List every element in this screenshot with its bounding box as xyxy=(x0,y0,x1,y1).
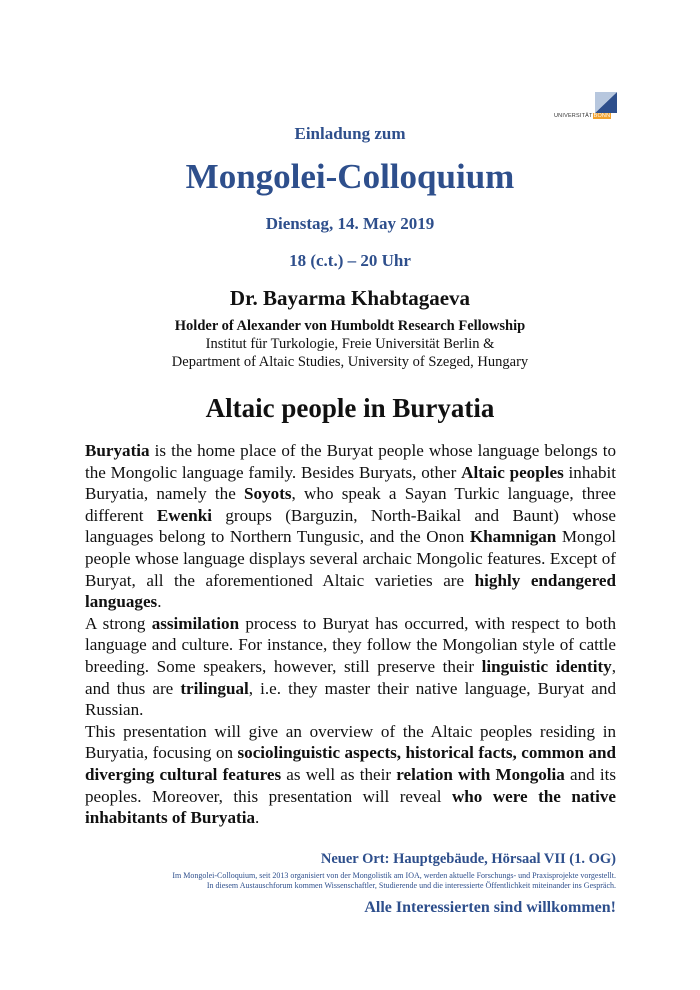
colloquium-note-2: In diesem Austauschforum kommen Wissenschaftler, Studierende und die interessierte Öffentlichkeit miteinander ins Gespräch. xyxy=(206,881,616,890)
emphasized-text: Altaic peoples xyxy=(461,462,564,482)
text-run: inhabit Buryatia, namely the xyxy=(85,462,617,504)
emphasized-text: Ewenki xyxy=(156,505,212,525)
text-run: . xyxy=(157,592,162,612)
text-run: . xyxy=(255,808,260,828)
university-logo xyxy=(554,92,618,122)
text-run: , who speak a Sayan Turkic language, three different xyxy=(85,484,616,525)
university-logo-mark xyxy=(595,92,617,113)
emphasized-text: assimilation xyxy=(151,613,240,633)
text-run: This presentation will give an overview of the Altaic peoples residing in Buryatia, focusing on xyxy=(85,721,616,763)
emphasized-text: trilingual xyxy=(180,678,249,698)
emphasized-text: linguistic identity xyxy=(481,656,612,676)
event-time: 18 (c.t.) – 20 Uhr xyxy=(289,251,411,270)
colloquium-title: Mongolei-Colloquium xyxy=(185,157,515,196)
speaker-department: Department of Altaic Studies, University of Szeged, Hungary xyxy=(171,354,529,370)
speaker-fellowship: Holder of Alexander von Humboldt Research Fellowship xyxy=(174,318,526,334)
emphasized-text: Khamnigan xyxy=(469,527,557,547)
speaker-institute: Institut für Turkologie, Freie Universität Berlin & xyxy=(205,336,495,352)
university-logo-text: UNIVERSITÄTBONN xyxy=(554,113,611,119)
abstract-paragraph-3 xyxy=(85,721,616,829)
text-run: as well as their xyxy=(281,764,397,784)
text-run: , and thus are xyxy=(85,656,617,698)
emphasized-text: who were the native inhabitants of Buryatia xyxy=(85,786,616,828)
text-run: Mongol people whose language displays several archaic Mongolic features. Except of Buryat, all the aforementioned Altaic varieties are xyxy=(85,527,616,590)
abstract-paragraph-1 xyxy=(85,440,616,613)
speaker-name: Dr. Bayarma Khabtagaeva xyxy=(229,286,471,310)
invitation-line: Einladung zum xyxy=(294,124,406,143)
text-run: is the home place of the Buryat people whose language belongs to the Mongolic language family. Besides Buryats, other xyxy=(85,441,616,482)
text-run: A strong xyxy=(85,613,152,633)
abstract-paragraph-2 xyxy=(85,613,616,721)
text-run: groups (Barguzin, North-Baikal and Baunt) whose languages belong to Northern Tungusic, and the Onon xyxy=(85,505,617,547)
text-run: , i.e. they master their native language, Buryat and Russian. xyxy=(85,678,616,720)
location-line: Neuer Ort: Hauptgebäude, Hörsaal VII (1. OG) xyxy=(320,851,616,867)
text-run: and its peoples. Moreover, this presentation will reveal xyxy=(85,764,617,806)
event-date: Dienstag, 14. May 2019 xyxy=(265,214,435,233)
welcome-line: Alle Interessierten sind willkommen! xyxy=(364,899,616,916)
talk-title: Altaic people in Buryatia xyxy=(205,393,495,423)
abstract xyxy=(85,440,616,829)
emphasized-text: sociolinguistic aspects, historical facts, common and diverging cultural features xyxy=(85,743,616,784)
emphasized-text: Soyots xyxy=(244,484,292,504)
emphasized-text: relation with Mongolia xyxy=(396,764,565,784)
text-run: process to Buryat has occurred, with respect to both language and culture. For instance, they follow the Mongolian style of cattle breeding. Some speakers, however, still preserve their xyxy=(85,613,617,676)
colloquium-note-1: Im Mongolei-Colloquium, seit 2013 organisiert von der Mongolistik am IOA, werden aktuelle Forschungs- und Praxisprojekte vorgestellt. xyxy=(172,871,616,880)
emphasized-text: highly endangered languages xyxy=(85,570,616,612)
emphasized-text: Buryatia xyxy=(85,441,150,460)
